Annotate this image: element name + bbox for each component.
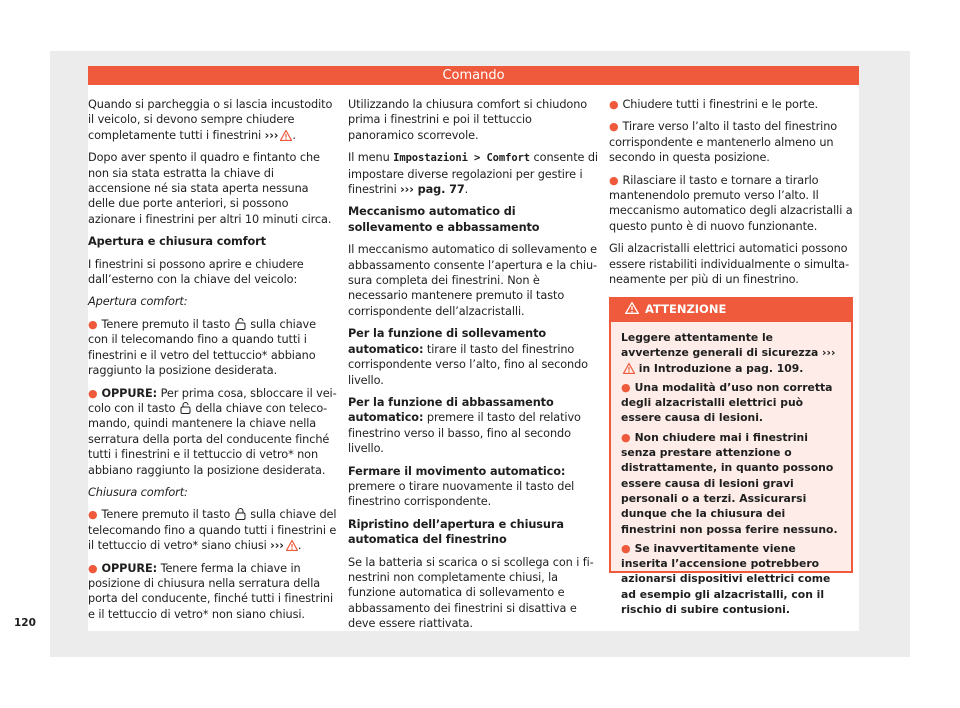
reference-arrows[interactable]: ›››	[264, 128, 279, 142]
list-text: sulla chiave del telecomando fino a quando tutti i finestrini e il tettuccio di vetro* siano chiusi	[88, 508, 337, 553]
subheading-italic: Apertura comfort:	[88, 295, 188, 309]
warning-icon	[625, 302, 639, 314]
subheading: Ripristino dell’apertura e chiusura automatica del finestrino	[348, 517, 564, 547]
paragraph: I finestrini si possono aprire e chiudere dall’esterno con la chiave del veicolo:	[88, 257, 304, 287]
paragraph-text: premere il tasto del relativo finestrino verso il basso, fino al secondo livello.	[348, 411, 581, 456]
list-text: Tirare verso l’alto il tasto del finestrino corrispondente e mantenerlo almeno un secondo in questa posizione.	[609, 120, 838, 165]
paragraph	[348, 464, 598, 510]
paragraph: Dopo aver spento il quadro e fintanto che non sia stata estratta la chiave di accensione né sia stata aperta nessuna delle due porte anteriori, si possono azionare i finestrini per altri 10 minuti circa.	[88, 151, 332, 226]
page-reference-link[interactable]: in Introduzione a pag. 109.	[638, 361, 804, 375]
paragraph-label: Fermare il movimento automatico:	[348, 464, 566, 478]
list-item	[88, 561, 338, 623]
subheading: Apertura e chiusura comfort	[88, 235, 266, 249]
paragraph-text: consente di impostare diverse regolazioni per gestire i finestrini	[348, 151, 598, 197]
warning-text: Leggere attentamente le avvertenze generali di sicurezza	[621, 331, 819, 360]
paragraph-label: Per la funzione di sollevamento automatico:	[348, 327, 547, 356]
list-text: della chiave con telecomando, quindi mantenere la chiave nella serratura della porta del conducente finché tutti i finestrini e il tettuccio di vetro* non abbiano raggiunto la posizione desiderata.	[88, 401, 330, 477]
list-item: ● Tenere premuto il tasto sulla chiave del telecomando fino a quando tutti i finestrini e il tettuccio di vetro* siano chiusi ››› .	[88, 508, 337, 553]
column-1	[88, 97, 338, 629]
bullet-icon: ●	[609, 98, 619, 111]
list-item	[609, 173, 855, 235]
bullet-icon: ●	[609, 173, 619, 187]
bullet-icon: ●	[609, 120, 619, 134]
paragraph: Utilizzando la chiusura comfort si chiudono prima i finestrini e poi il tettuccio panoramico scorrevole.	[348, 98, 588, 142]
list-item	[88, 386, 338, 478]
warning-box	[609, 297, 853, 617]
list-item	[609, 119, 855, 165]
list-text: Chiudere tutti i finestrini e le porte.	[622, 98, 819, 111]
manual-page	[88, 66, 859, 631]
column-3	[609, 97, 855, 294]
list-item	[609, 97, 855, 112]
paragraph: Quando si parcheggia o si lascia incustodito il veicolo, si devono sempre chiudere completamente tutti i finestrini ››› .	[88, 98, 333, 142]
paragraph	[348, 326, 598, 388]
warning-intro	[621, 330, 843, 376]
list-label: OPPURE:	[101, 561, 158, 575]
warning-text: Non chiudere mai i finestrini senza prestare attenzione o distrattamente, in quanto possono essere causa di lesioni gravi personali o a terzi. Assicurarsi dunque che la chiusura dei finestrini non possa ferire nessuno.	[621, 430, 838, 536]
list-text: Tenere premuto il tasto	[101, 317, 231, 331]
paragraph: Gli alzacristalli elettrici automatici possono essere ristabiliti individualmente o simultaneamente per più di un finestrino.	[609, 242, 850, 287]
list-item	[88, 317, 338, 379]
paragraph-text: premere o tirare nuovamente il tasto del finestrino corrispondente.	[348, 479, 575, 509]
paragraph-text: Il menu	[348, 151, 390, 165]
warning-title: ATTENZIONE	[645, 302, 727, 316]
bullet-icon: ●	[88, 386, 98, 400]
column-2	[348, 97, 598, 639]
paragraph-label: Per la funzione di abbassamento automatico:	[348, 395, 554, 425]
warning-text: Se inavvertitamente viene inserita l’accensione potrebbero azionarsi dispositivi elettrici come ad esempio gli alzacristalli, con il rischio di subire contusioni.	[621, 541, 831, 617]
warning-icon	[286, 540, 298, 551]
paragraph: Il menu Impostazioni > Comfort consente di impostare diverse regolazioni per gestire i finestrini ››› pag. 77.	[348, 151, 598, 197]
bullet-icon: ●	[88, 317, 98, 331]
list-text: sulla chiave con il telecomando fino a quando tutti i finestrini e il vetro del tettuccio* abbiano raggiunto la posizione desiderata.	[88, 317, 316, 378]
warning-header	[611, 297, 851, 322]
list-text: Rilasciare il tasto e tornare a tirarlo mantenendolo premuto verso l’alto. Il meccanismo automatico degli alzacristalli a questo punto è di nuovo funzionante.	[609, 173, 853, 233]
warning-body	[611, 322, 851, 617]
warning-icon	[623, 363, 635, 374]
unlock-key-icon	[235, 318, 246, 330]
reference-arrows[interactable]: ›››	[822, 346, 836, 360]
paragraph: Se la batteria si scarica o si scollega con i finestrini non completamente chiusi, la funzione automatica di sollevamento e abbassamento dei finestrini si disattiva e deve essere riattivata.	[348, 555, 594, 631]
warning-item	[621, 380, 843, 426]
list-text: Per prima cosa, sbloccare il veicolo con il tasto	[88, 386, 337, 415]
warning-icon	[280, 130, 292, 141]
bullet-icon: ●	[621, 541, 631, 555]
bullet-icon: ●	[621, 380, 631, 394]
paragraph	[348, 395, 598, 457]
page-number: 120	[14, 617, 36, 629]
warning-item	[621, 541, 843, 617]
paragraph-text: tirare il tasto del finestrino corrispondente verso l’alto, fino al secondo livello.	[348, 342, 588, 387]
list-text: Tenere premuto il tasto	[101, 508, 231, 522]
page-reference-link[interactable]: ››› pag. 77	[400, 183, 465, 197]
warning-text: Una modalità d’uso non corretta degli alzacristalli elettrici può essere causa di lesioni.	[621, 380, 833, 425]
menu-path: Impostazioni > Comfort	[393, 152, 531, 165]
subheading: Meccanismo automatico di sollevamento e abbassamento	[348, 205, 540, 234]
list-text: Tenere ferma la chiave in posizione di chiusura nella serratura della porta del conducente, finché tutti i finestrini e il tettuccio di vetro* non siano chiusi.	[88, 561, 334, 621]
lock-key-icon	[235, 508, 246, 520]
paragraph: Il meccanismo automatico di sollevamento e abbassamento consente l’apertura e la chiusura completa dei finestrini. Non è necessario mantenere premuto il tasto corrispondente dell’alzacristalli.	[348, 243, 598, 318]
bullet-icon: ●	[621, 430, 631, 444]
warning-item	[621, 430, 843, 537]
subheading-italic: Chiusura comfort:	[88, 485, 188, 499]
reference-arrows[interactable]: ›››	[270, 539, 284, 553]
paragraph-text: Quando si parcheggia o si lascia incustodito il veicolo, si devono sempre chiudere completamente tutti i finestrini	[88, 98, 333, 142]
unlock-key-icon	[180, 402, 191, 414]
bullet-icon: ●	[88, 508, 98, 522]
section-header: Comando	[88, 66, 859, 85]
bullet-icon: ●	[88, 561, 98, 575]
list-label: OPPURE:	[101, 386, 158, 400]
